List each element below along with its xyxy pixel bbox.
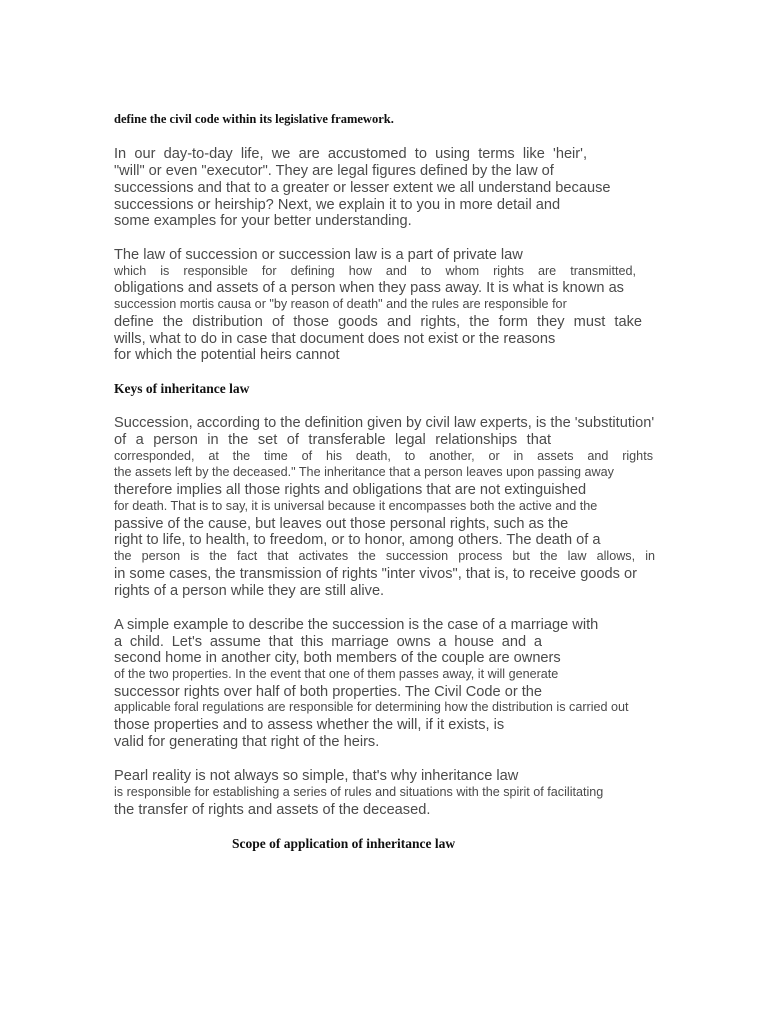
text-line: which is responsible for defining how and to whom rights are transmitted, [114,264,636,278]
section-heading-scope: Scope of application of inheritance law [232,836,456,851]
text-line: The law of succession or succession law is a part of private law [114,247,523,263]
intro-heading: define the civil code within its legislative framework. [114,112,394,126]
text-line: some examples for your better understanding. [114,213,412,229]
text-line: of the two properties. In the event that one of them passes away, it will generate [114,667,559,681]
text-line: A simple example to describe the succession is the case of a marriage with [114,617,599,633]
text-line: the person is the fact that activates the succession process but the law allows, in [114,549,655,563]
text-line: those properties and to assess whether the will, if it exists, is [114,717,505,733]
section-heading-keys: Keys of inheritance law [114,381,250,396]
text-line: the transfer of rights and assets of the deceased. [114,802,431,818]
text-line: "will" or even "executor". They are legal figures defined by the law of [114,163,554,179]
text-line: for death. That is to say, it is universal because it encompasses both the active and the [114,499,598,513]
text-line: is responsible for establishing a series of rules and situations with the spirit of facilitating [114,785,604,799]
text-line: for which the potential heirs cannot [114,347,340,363]
text-line: succession mortis causa or "by reason of death" and the rules are responsible for [114,297,567,311]
text-line: corresponded, at the time of his death, to another, or in assets and rights [114,449,653,463]
text-line: Succession, according to the definition given by civil law experts, is the 'substitution' [114,415,655,431]
text-line: Pearl reality is not always so simple, that's why inheritance law [114,768,519,784]
text-line: obligations and assets of a person when they pass away. It is what is known as [114,280,624,296]
text-line: successions or heirship? Next, we explain it to you in more detail and [114,197,561,213]
text-line: passive of the cause, but leaves out those personal rights, such as the [114,516,569,532]
text-line: therefore implies all those rights and obligations that are not extinguished [114,482,587,498]
text-line: successor rights over half of both properties. The Civil Code or the [114,684,543,700]
text-line: second home in another city, both members of the couple are owners [114,650,561,666]
text-line: right to life, to health, to freedom, or to honor, among others. The death of a [114,532,601,548]
text-line: In our day-to-day life, we are accustomed to using terms like 'heir', [114,146,587,162]
text-line: a child. Let's assume that this marriage owns a house and a [114,634,542,650]
text-line: the assets left by the deceased." The inheritance that a person leaves upon passing away [114,465,614,479]
text-line: successions and that to a greater or lesser extent we all understand because [114,180,611,196]
text-line: valid for generating that right of the heirs. [114,734,380,750]
text-line: in some cases, the transmission of rights "inter vivos", that is, to receive goods or [114,566,637,582]
text-line: applicable foral regulations are responsible for determining how the distribution is carried out [114,700,629,714]
text-line: define the distribution of those goods and rights, the form they must take [114,314,642,330]
text-line: wills, what to do in case that document does not exist or the reasons [114,331,556,347]
text-line: of a person in the set of transferable legal relationships that [114,432,551,448]
text-line: rights of a person while they are still alive. [114,583,385,599]
